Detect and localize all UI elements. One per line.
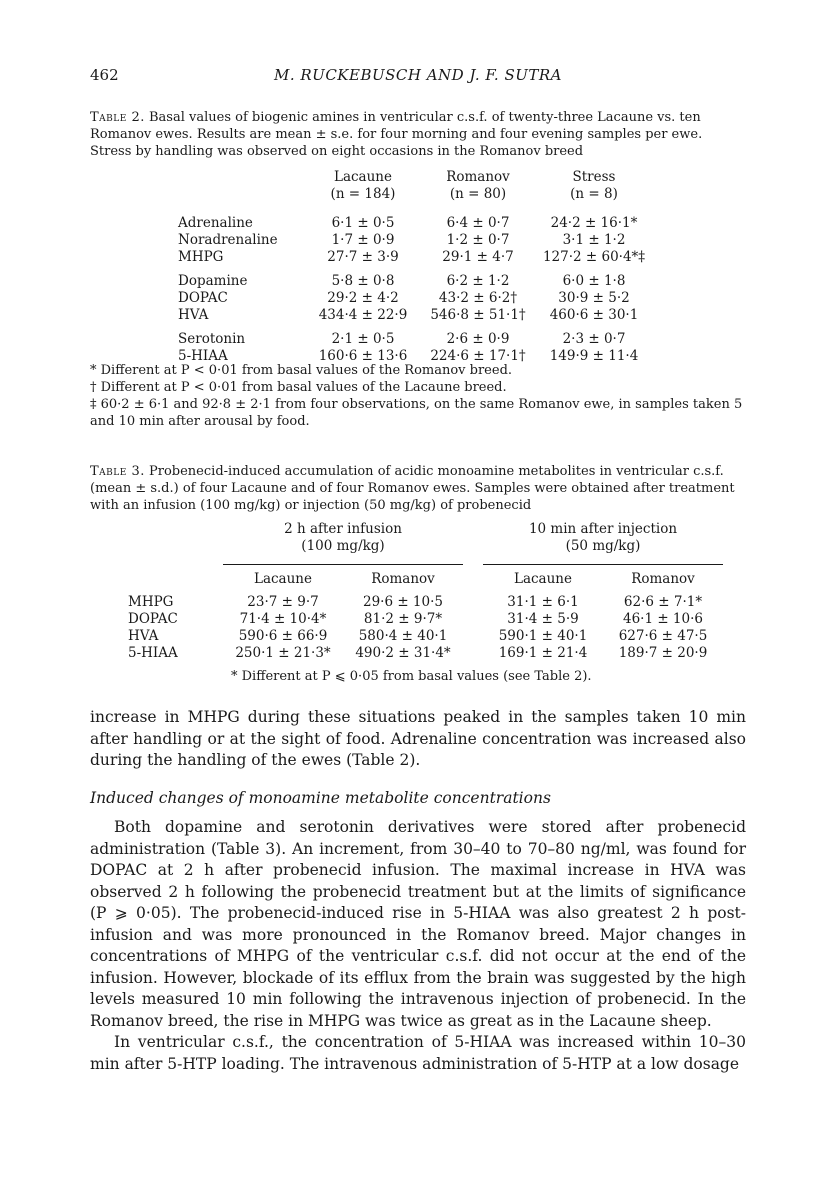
running-head: M. RUCKEBUSCH AND J. F. SUTRA bbox=[273, 66, 563, 84]
row-label: MHPG bbox=[128, 593, 174, 610]
table-cell: 46·1 ± 10·6 bbox=[622, 610, 703, 627]
table3-subcol-header: Lacaune bbox=[513, 571, 572, 587]
table-row bbox=[178, 330, 650, 347]
table-cell: 1·7 ± 0·9 bbox=[331, 231, 395, 248]
table-row bbox=[128, 644, 723, 661]
footnote: * Different at P < 0·01 from basal values of the Romanov breed. bbox=[90, 363, 513, 378]
table3-caption-text: Probenecid-induced accumulation of acidic monoamine metabolites in ventricular c.s.f. (mean ± s.d.) of four Lacaune and of four Romanov ewes. Samples were obtained after treatment with an infusion (100 mg/kg) or injection (50 mg/kg) of probenecid bbox=[90, 464, 735, 513]
table-cell: 250·1 ± 21·3* bbox=[235, 644, 331, 661]
table-cell: 189·7 ± 20·9 bbox=[618, 644, 708, 661]
table-cell: 43·2 ± 6·2† bbox=[438, 289, 518, 306]
table2-footnotes bbox=[90, 362, 746, 430]
table-row bbox=[178, 306, 650, 323]
table2-col-n: (n = 80) bbox=[449, 185, 507, 202]
footnote: ‡ 60·2 ± 6·1 and 92·8 ± 2·1 from four observations, on the same Romanov ewe, in samples taken 5 and 10 min after arousal by food. bbox=[90, 397, 743, 429]
table2-col-header: Romanov bbox=[446, 168, 510, 185]
table-row bbox=[178, 214, 650, 231]
page-header bbox=[90, 66, 746, 88]
table-cell: 30·9 ± 5·2 bbox=[558, 289, 630, 306]
row-label: Dopamine bbox=[178, 272, 248, 289]
table-row bbox=[178, 248, 650, 265]
table-cell: 546·8 ± 51·1† bbox=[430, 306, 526, 323]
table-row bbox=[128, 627, 723, 644]
table3-group-title: 10 min after injection bbox=[528, 520, 678, 537]
table-cell: 1·2 ± 0·7 bbox=[446, 231, 510, 248]
table3-group-title: 2 h after infusion bbox=[284, 520, 402, 537]
page-number: 462 bbox=[90, 66, 119, 84]
group-rule bbox=[223, 554, 463, 565]
group-rule bbox=[483, 554, 723, 565]
table-row bbox=[178, 289, 650, 306]
table-cell: 434·4 ± 22·9 bbox=[318, 306, 408, 323]
table-cell: 6·2 ± 1·2 bbox=[446, 272, 510, 289]
table2-col-header: Stress bbox=[572, 168, 616, 185]
row-label: DOPAC bbox=[178, 289, 228, 306]
table-cell: 3·1 ± 1·2 bbox=[562, 231, 626, 248]
table-cell: 490·2 ± 31·4* bbox=[355, 644, 451, 661]
table-cell: 31·4 ± 5·9 bbox=[507, 610, 579, 627]
table-cell: 23·7 ± 9·7 bbox=[247, 593, 319, 610]
table-cell: 590·1 ± 40·1 bbox=[498, 627, 588, 644]
table-cell: 29·2 ± 4·2 bbox=[327, 289, 399, 306]
paragraph-text: In ventricular c.s.f., the concentration of 5-HIAA was increased within 10–30 min after 5-HTP loading. The intravenous administration of 5-HTP at a low dosage bbox=[90, 1033, 746, 1073]
table-cell: 6·4 ± 0·7 bbox=[446, 214, 510, 231]
table-cell: 62·6 ± 7·1* bbox=[623, 593, 703, 610]
body-paragraph bbox=[90, 707, 746, 772]
table-cell: 224·6 ± 17·1† bbox=[430, 347, 526, 364]
table3-label: Table 3. bbox=[90, 464, 145, 479]
table2-col-n: (n = 184) bbox=[330, 185, 396, 202]
row-label: MHPG bbox=[178, 248, 224, 265]
paragraph-text: Both dopamine and serotonin derivatives were stored after probenecid administration (Table 3). An increment, from 30–40 to 70–80 ng/ml, was found for DOPAC at 2 h after probenecid infusion. The maximal increase in HVA was observed 2 h following the probenecid treatment but at the limits of significance (P ⩾ 0·05). The probenecid-induced rise in 5-HIAA was also greatest 2 h post-infusion and was more pronounced in the Romanov breed. Major changes in concentrations of MHPG of the ventricular c.s.f. did not occur at the end of the infusion. However, blockade of its efflux from the brain was suggested by the high levels measured 10 min following the intravenous injection of probenecid. In the Romanov breed, the rise in MHPG was twice as great as in the Lacaune sheep. bbox=[90, 818, 746, 1030]
table-cell: 81·2 ± 9·7* bbox=[363, 610, 443, 627]
table-cell: 149·9 ± 11·4 bbox=[549, 347, 639, 364]
table2 bbox=[178, 168, 650, 364]
table3 bbox=[128, 520, 723, 661]
table-cell: 2·1 ± 0·5 bbox=[331, 330, 395, 347]
table-cell: 590·6 ± 66·9 bbox=[238, 627, 328, 644]
table-cell: 71·4 ± 10·4* bbox=[239, 610, 327, 627]
section-heading: Induced changes of monoamine metabolite concentrations bbox=[90, 789, 551, 807]
row-label: Adrenaline bbox=[178, 214, 253, 231]
table-row bbox=[178, 231, 650, 248]
table-row bbox=[178, 272, 650, 289]
table2-caption bbox=[90, 109, 746, 160]
table3-caption bbox=[90, 463, 746, 514]
table-cell: 160·6 ± 13·6 bbox=[318, 347, 408, 364]
paragraph-text: increase in MHPG during these situations peaked in the samples taken 10 min after handling or at the sight of food. Adrenaline concentration was increased also during the handling of the ewes (Table 2). bbox=[90, 708, 746, 769]
row-label: HVA bbox=[128, 627, 159, 644]
row-label: 5-HIAA bbox=[178, 347, 228, 364]
row-label: Noradrenaline bbox=[178, 231, 278, 248]
table-cell: 24·2 ± 16·1* bbox=[550, 214, 638, 231]
table-cell: 5·8 ± 0·8 bbox=[331, 272, 395, 289]
table-cell: 127·2 ± 60·4*‡ bbox=[542, 248, 646, 265]
table-cell: 460·6 ± 30·1 bbox=[549, 306, 639, 323]
row-label: DOPAC bbox=[128, 610, 178, 627]
table3-subcol-header: Romanov bbox=[631, 571, 695, 587]
table3-subcol-header: Lacaune bbox=[253, 571, 312, 587]
footnote: † Different at P < 0·01 from basal values of the Lacaune breed. bbox=[90, 380, 507, 395]
table-cell: 2·3 ± 0·7 bbox=[562, 330, 626, 347]
row-label: HVA bbox=[178, 306, 209, 323]
table-cell: 6·1 ± 0·5 bbox=[331, 214, 395, 231]
row-label: 5-HIAA bbox=[128, 644, 178, 661]
table2-caption-text: Basal values of biogenic amines in ventricular c.s.f. of twenty-three Lacaune vs. ten Romanov ewes. Results are mean ± s.e. for four morning and four evening samples per ewe. Stress by handling was observed on eight occasions in the Romanov breed bbox=[90, 110, 703, 159]
table-row bbox=[128, 610, 723, 627]
table3-group-dose: (100 mg/kg) bbox=[301, 537, 385, 554]
table-cell: 29·1 ± 4·7 bbox=[442, 248, 514, 265]
table3-group-dose: (50 mg/kg) bbox=[565, 537, 641, 554]
table-cell: 27·7 ± 3·9 bbox=[327, 248, 399, 265]
table2-col-n: (n = 8) bbox=[570, 185, 618, 202]
body-paragraph bbox=[90, 817, 746, 1075]
table-cell: 627·6 ± 47·5 bbox=[618, 627, 708, 644]
table-cell: 169·1 ± 21·4 bbox=[498, 644, 588, 661]
table2-col-header: Lacaune bbox=[333, 168, 392, 185]
table-cell: 6·0 ± 1·8 bbox=[562, 272, 626, 289]
table-cell: 29·6 ± 10·5 bbox=[362, 593, 443, 610]
row-label: Serotonin bbox=[178, 330, 246, 347]
table3-subcol-header: Romanov bbox=[371, 571, 435, 587]
table2-label: Table 2. bbox=[90, 110, 145, 125]
table-row bbox=[128, 593, 723, 610]
table-cell: 580·4 ± 40·1 bbox=[358, 627, 448, 644]
table-cell: 2·6 ± 0·9 bbox=[446, 330, 510, 347]
table-cell: 31·1 ± 6·1 bbox=[507, 593, 579, 610]
table3-footnote: * Different at P ⩽ 0·05 from basal values (see Table 2). bbox=[231, 669, 592, 684]
